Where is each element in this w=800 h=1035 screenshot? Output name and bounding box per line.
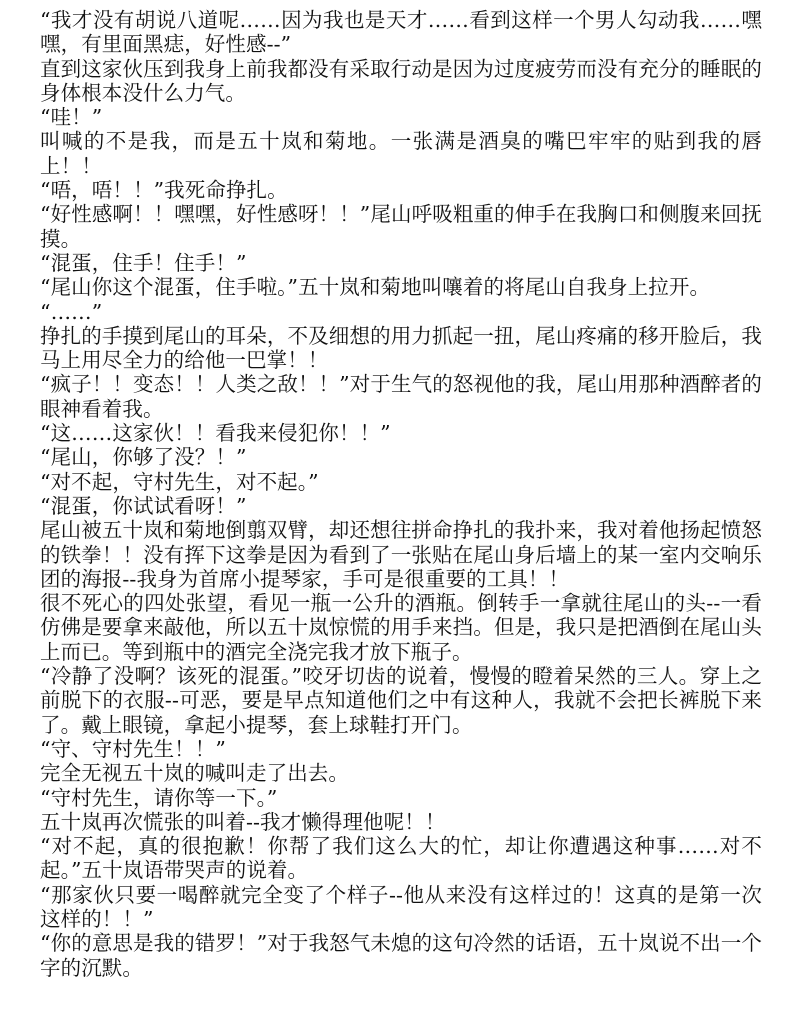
paragraph-12: “这……这家伙！！看我来侵犯你！！”: [40, 421, 391, 446]
paragraph-16: 尾山被五十岚和菊地倒翦双臂，却还想往拼命挣扎的我扑来，我对着他扬起愤怒的铁拳！！没有挥下这拳是因为看到了一张贴在尾山身后墙上的某一室内交响乐团的海报--我身为首席小提琴家，手可是很重要的工具！！: [40, 518, 762, 591]
paragraph-13: “尾山，你够了没？！”: [40, 445, 247, 470]
paragraph-18: “冷静了没啊？该死的混蛋。”咬牙切齿的说着，慢慢的瞪着呆然的三人。穿上之前脱下的衣服--可恶，要是早点知道他们之中有这种人，我就不会把长裤脱下来了。戴上眼镜，拿起小提琴，套上球鞋打开门。: [40, 664, 762, 737]
paragraph-8: “尾山你这个混蛋，住手啦。”五十岚和菊地叫嚷着的将尾山自我身上拉开。: [40, 275, 711, 300]
paragraph-5: “唔，唔！！”我死命挣扎。: [40, 178, 288, 203]
paragraph-17: 很不死心的四处张望，看见一瓶一公升的酒瓶。倒转手一拿就往尾山的头--一看仿佛是要拿来敲他，所以五十岚惊慌的用手来挡。但是，我只是把酒倒在尾山头上而已。等到瓶中的酒完全浇完我才放下瓶子。: [40, 591, 762, 664]
paragraph-9: “……”: [40, 299, 103, 324]
paragraph-24: “那家伙只要一喝醉就完全变了个样子--他从来没有这样过的！这真的是第一次这样的！！”: [40, 882, 762, 931]
paragraph-14: “对不起，守村先生，对不起。”: [40, 469, 319, 494]
paragraph-23: “对不起，真的很抱歉！你帮了我们这么大的忙，却让你遭遇这种事……对不起。”五十岚语带哭声的说着。: [40, 834, 762, 883]
paragraph-3: “哇！”: [40, 105, 103, 130]
paragraph-22: 五十岚再次慌张的叫着--我才懒得理他呢！！: [40, 809, 446, 834]
paragraph-4: 叫喊的不是我，而是五十岚和菊地。一张满是酒臭的嘴巴牢牢的贴到我的唇上！！: [40, 129, 762, 178]
paragraph-20: 完全无视五十岚的喊叫走了出去。: [40, 761, 349, 786]
paragraph-15: “混蛋，你试试看呀！”: [40, 493, 247, 518]
paragraph-2: 直到这家伙压到我身上前我都没有采取行动是因为过度疲劳而没有充分的睡眠的身体根本没什么力气。: [40, 56, 762, 105]
story-text: [40, 8, 762, 980]
paragraph-21: “守村先生，请你等一下。”: [40, 785, 278, 810]
paragraph-19: “守、守村先生！！”: [40, 736, 226, 761]
paragraph-10: 挣扎的手摸到尾山的耳朵，不及细想的用力抓起一扭，尾山疼痛的移开脸后，我马上用尽全力的给他一巴掌！！: [40, 323, 762, 373]
paragraph-1: “我才没有胡说八道呢……因为我也是天才……看到这样一个男人勾动我……嘿嘿，有里面黑痣，好性感--”: [40, 8, 762, 57]
paragraph-6: “好性感啊！！嘿嘿，好性感呀！！”尾山呼吸粗重的伸手在我胸口和侧腹来回抚摸。: [40, 202, 762, 251]
paragraph-25: “你的意思是我的错罗！”对于我怒气未熄的这句冷然的话语，五十岚说不出一个字的沉默。: [40, 931, 762, 980]
paragraph-7: “混蛋，住手！住手！”: [40, 250, 247, 275]
paragraph-11: “疯子！！变态！！人类之敌！！”对于生气的怒视他的我，尾山用那种酒醉者的眼神看着我。: [40, 372, 762, 421]
